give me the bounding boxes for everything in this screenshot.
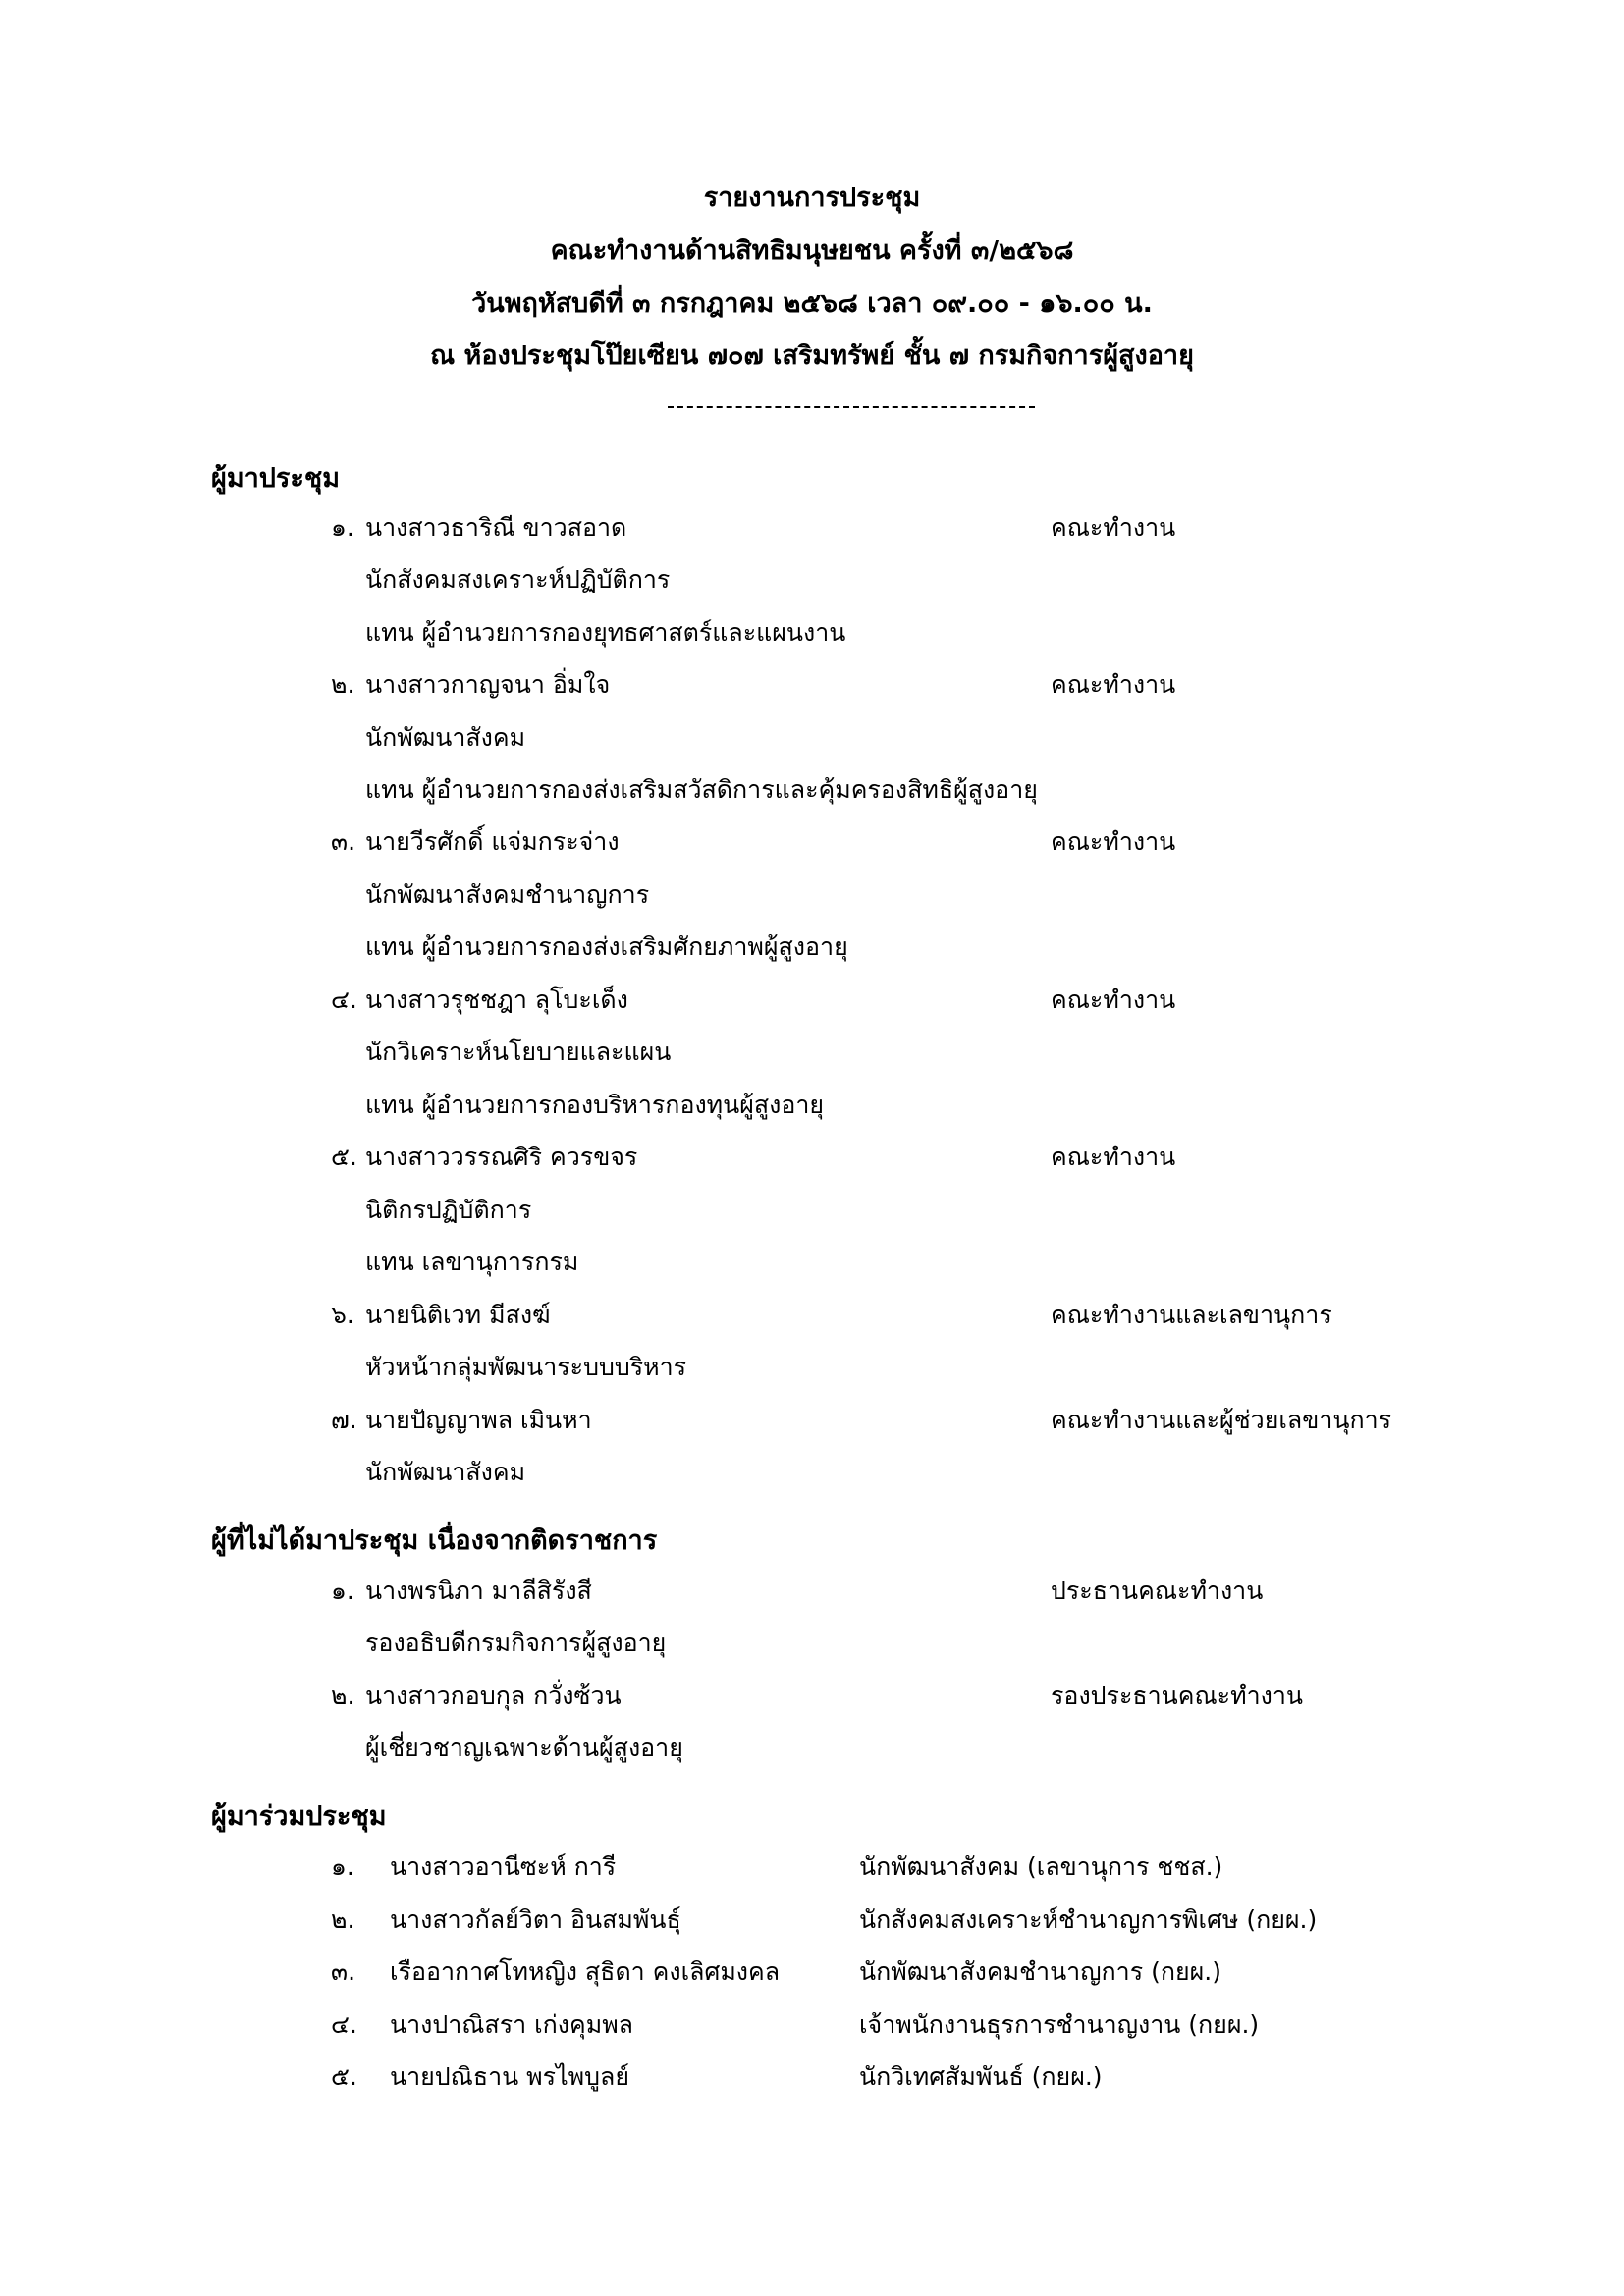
absentee-position: ผู้เชี่ยวชาญเฉพาะด้านผู้สูงอายุ [365,1734,683,1762]
attendee-position: นักพัฒนาสังคม [365,723,526,752]
attendee-position: นักวิเคราะห์นโยบายและแผน [365,1038,672,1066]
attendee-name: นางสาวกาญจนา อิ่มใจ [365,670,611,699]
participant-number: ๕. [331,2062,357,2091]
attendee-role: คณะทำงาน [1051,1143,1176,1171]
participant-position: นักสังคมสงเคราะห์ชำนาญการพิเศษ (กยผ.) [859,1905,1318,1934]
attendee-role: คณะทำงานและเลขานุการ [1051,1301,1332,1329]
absentee-role: ประธานคณะทำงาน [1051,1576,1264,1605]
attendee-name: นายปัญญาพล เมินหา [365,1406,592,1434]
attendee-number: ๗. [331,1406,357,1434]
attendee-on-behalf: แทน เลขานุการกรม [365,1248,579,1276]
attendee-role: คณะทำงาน [1051,670,1176,699]
attendee-name: นางสาวรุชชฎา ลุโบะเด็ง [365,986,628,1014]
participant-position: เจ้าพนักงานธุรการชำนาญงาน (กยผ.) [859,2010,1260,2039]
attendee-role: คณะทำงาน [1051,513,1176,542]
participant-name: เรืออากาศโทหญิง สุธิดา คงเลิศมงคล [390,1957,781,1986]
absentees-heading: ผู้ที่ไม่ได้มาประชุม เนื่องจากติดราชการ [211,1525,658,1556]
participant-position: นักพัฒนาสังคม (เลขานุการ ชชส.) [859,1852,1223,1881]
absentee-name: นางพรนิภา มาลีสิรังสี [365,1576,592,1605]
attendee-on-behalf: แทน ผู้อำนวยการกองยุทธศาสตร์และแผนงาน [365,618,846,647]
committee-title: คณะทำงานด้านสิทธิมนุษยชน ครั้งที่ ๓/๒๕๖๘ [550,236,1074,266]
attendee-on-behalf: แทน ผู้อำนวยการกองบริหารกองทุนผู้สูงอายุ [365,1091,825,1119]
attendee-name: นางสาวธาริณี ขาวสอาด [365,513,627,542]
attendee-position: นักสังคมสงเคราะห์ปฏิบัติการ [365,565,671,594]
absentee-number: ๑. [331,1576,354,1605]
attendee-position: นักพัฒนาสังคม [365,1458,526,1486]
attendee-name: นายนิติเวท มีสงฆ์ [365,1301,551,1329]
header-separator [668,406,1035,408]
absentee-number: ๒. [331,1682,355,1710]
participant-name: นายปณิธาน พรไพบูลย์ [390,2062,629,2091]
participants-heading: ผู้มาร่วมประชุม [211,1801,387,1832]
participant-name: นางปาณิสรา เก่งคุมพล [390,2010,633,2039]
participant-number: ๒. [331,1905,355,1934]
attendee-number: ๓. [331,828,356,856]
attendee-number: ๖. [331,1301,354,1329]
attendee-on-behalf: แทน ผู้อำนวยการกองส่งเสริมสวัสดิการและคุ้มครองสิทธิผู้สูงอายุ [365,775,1038,804]
attendee-position: หัวหน้ากลุ่มพัฒนาระบบบริหาร [365,1353,687,1381]
meeting-location: ณ ห้องประชุมโป๊ยเซียน ๗๐๗ เสริมทรัพย์ ชั้น ๗ กรมกิจการผู้สูงอายุ [430,341,1194,371]
participant-name: นางสาวกัลย์วิตา อินสมพันธุ์ [390,1905,681,1934]
participant-name: นางสาวอานีซะห์ การี [390,1852,617,1881]
participant-number: ๔. [331,2010,357,2039]
attendee-number: ๕. [331,1143,357,1171]
attendee-role: คณะทำงานและผู้ช่วยเลขานุการ [1051,1406,1392,1434]
absentee-position: รองอธิบดีกรมกิจการผู้สูงอายุ [365,1629,667,1657]
attendee-role: คณะทำงาน [1051,986,1176,1014]
attendee-name: นางสาววรรณศิริ ควรขจร [365,1143,638,1171]
attendee-position: นิติกรปฏิบัติการ [365,1196,532,1224]
attendees-heading: ผู้มาประชุม [211,463,341,494]
report-title: รายงานการประชุม [703,183,921,213]
attendee-position: นักพัฒนาสังคมชำนาญการ [365,881,650,909]
absentee-name: นางสาวกอบกุล กวั่งซ้วน [365,1682,622,1710]
attendee-name: นายวีรศักดิ์ แจ่มกระจ่าง [365,828,620,856]
participant-position: นักพัฒนาสังคมชำนาญการ (กยผ.) [859,1957,1221,1986]
attendee-number: ๔. [331,986,357,1014]
attendee-number: ๑. [331,513,354,542]
attendee-on-behalf: แทน ผู้อำนวยการกองส่งเสริมศักยภาพผู้สูงอายุ [365,933,848,961]
participant-position: นักวิเทศสัมพันธ์ (กยผ.) [859,2062,1103,2091]
meeting-datetime: วันพฤหัสบดีที่ ๓ กรกฎาคม ๒๕๖๘ เวลา ๐๙.๐๐ - ๑๖.๐๐ น. [471,289,1153,319]
attendee-number: ๒. [331,670,355,699]
attendee-role: คณะทำงาน [1051,828,1176,856]
participant-number: ๑. [331,1852,354,1881]
participant-number: ๓. [331,1957,356,1986]
absentee-role: รองประธานคณะทำงาน [1051,1682,1303,1710]
